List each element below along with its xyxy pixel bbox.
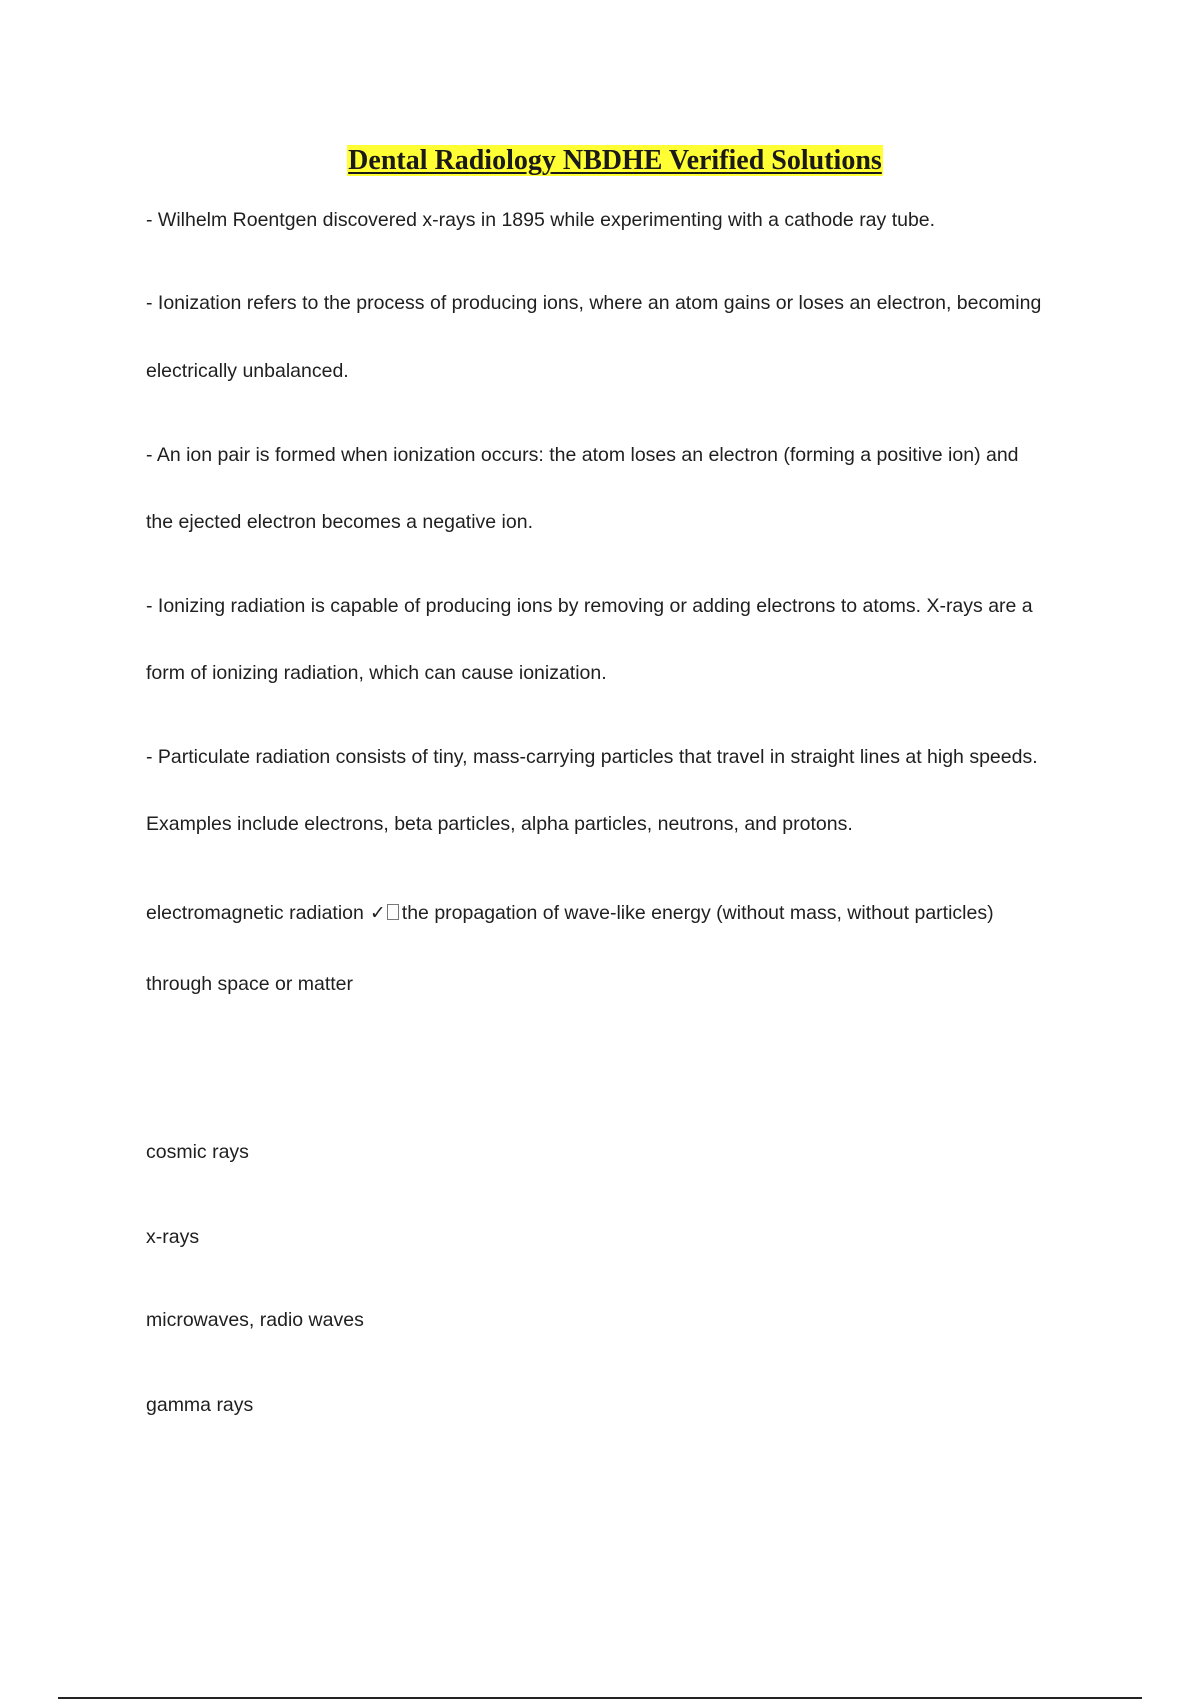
question-line (146, 901, 994, 925)
text-line: electrically unbalanced. (146, 360, 349, 382)
text-line: - Particulate radiation consists of tiny, mass-carrying particles that travel in straight lines at high speeds. (146, 746, 1038, 768)
missing-glyph-box (387, 904, 399, 920)
text-line: - Ionizing radiation is capable of producing ions by removing or adding electrons to atoms. X-rays are a (146, 595, 1033, 617)
question-term: electromagnetic radiation (146, 902, 364, 924)
option-item: cosmic rays (146, 1141, 249, 1163)
document-title: Dental Radiology NBDHE Verified Solutions (348, 145, 882, 176)
text-line: - Wilhelm Roentgen discovered x-rays in 1895 while experimenting with a cathode ray tube. (146, 209, 936, 231)
bottom-rule (58, 1697, 1142, 1699)
answer-text: the propagation of wave-like energy (without mass, without particles) (401, 902, 994, 924)
text-line: - Ionization refers to the process of producing ions, where an atom gains or loses an electron, becoming (146, 292, 1042, 314)
option-item: microwaves, radio waves (146, 1309, 364, 1331)
answer-continuation: through space or matter (146, 973, 354, 995)
option-item: gamma rays (146, 1394, 254, 1416)
checkmark-icon: ✓ (369, 902, 386, 924)
option-item: x-rays (146, 1226, 200, 1248)
text-line: form of ionizing radiation, which can cause ionization. (146, 662, 607, 684)
text-line: - An ion pair is formed when ionization occurs: the atom loses an electron (forming a positive ion) and (146, 444, 1019, 466)
text-line: Examples include electrons, beta particles, alpha particles, neutrons, and protons. (146, 813, 853, 835)
text-line: the ejected electron becomes a negative ion. (146, 511, 534, 533)
